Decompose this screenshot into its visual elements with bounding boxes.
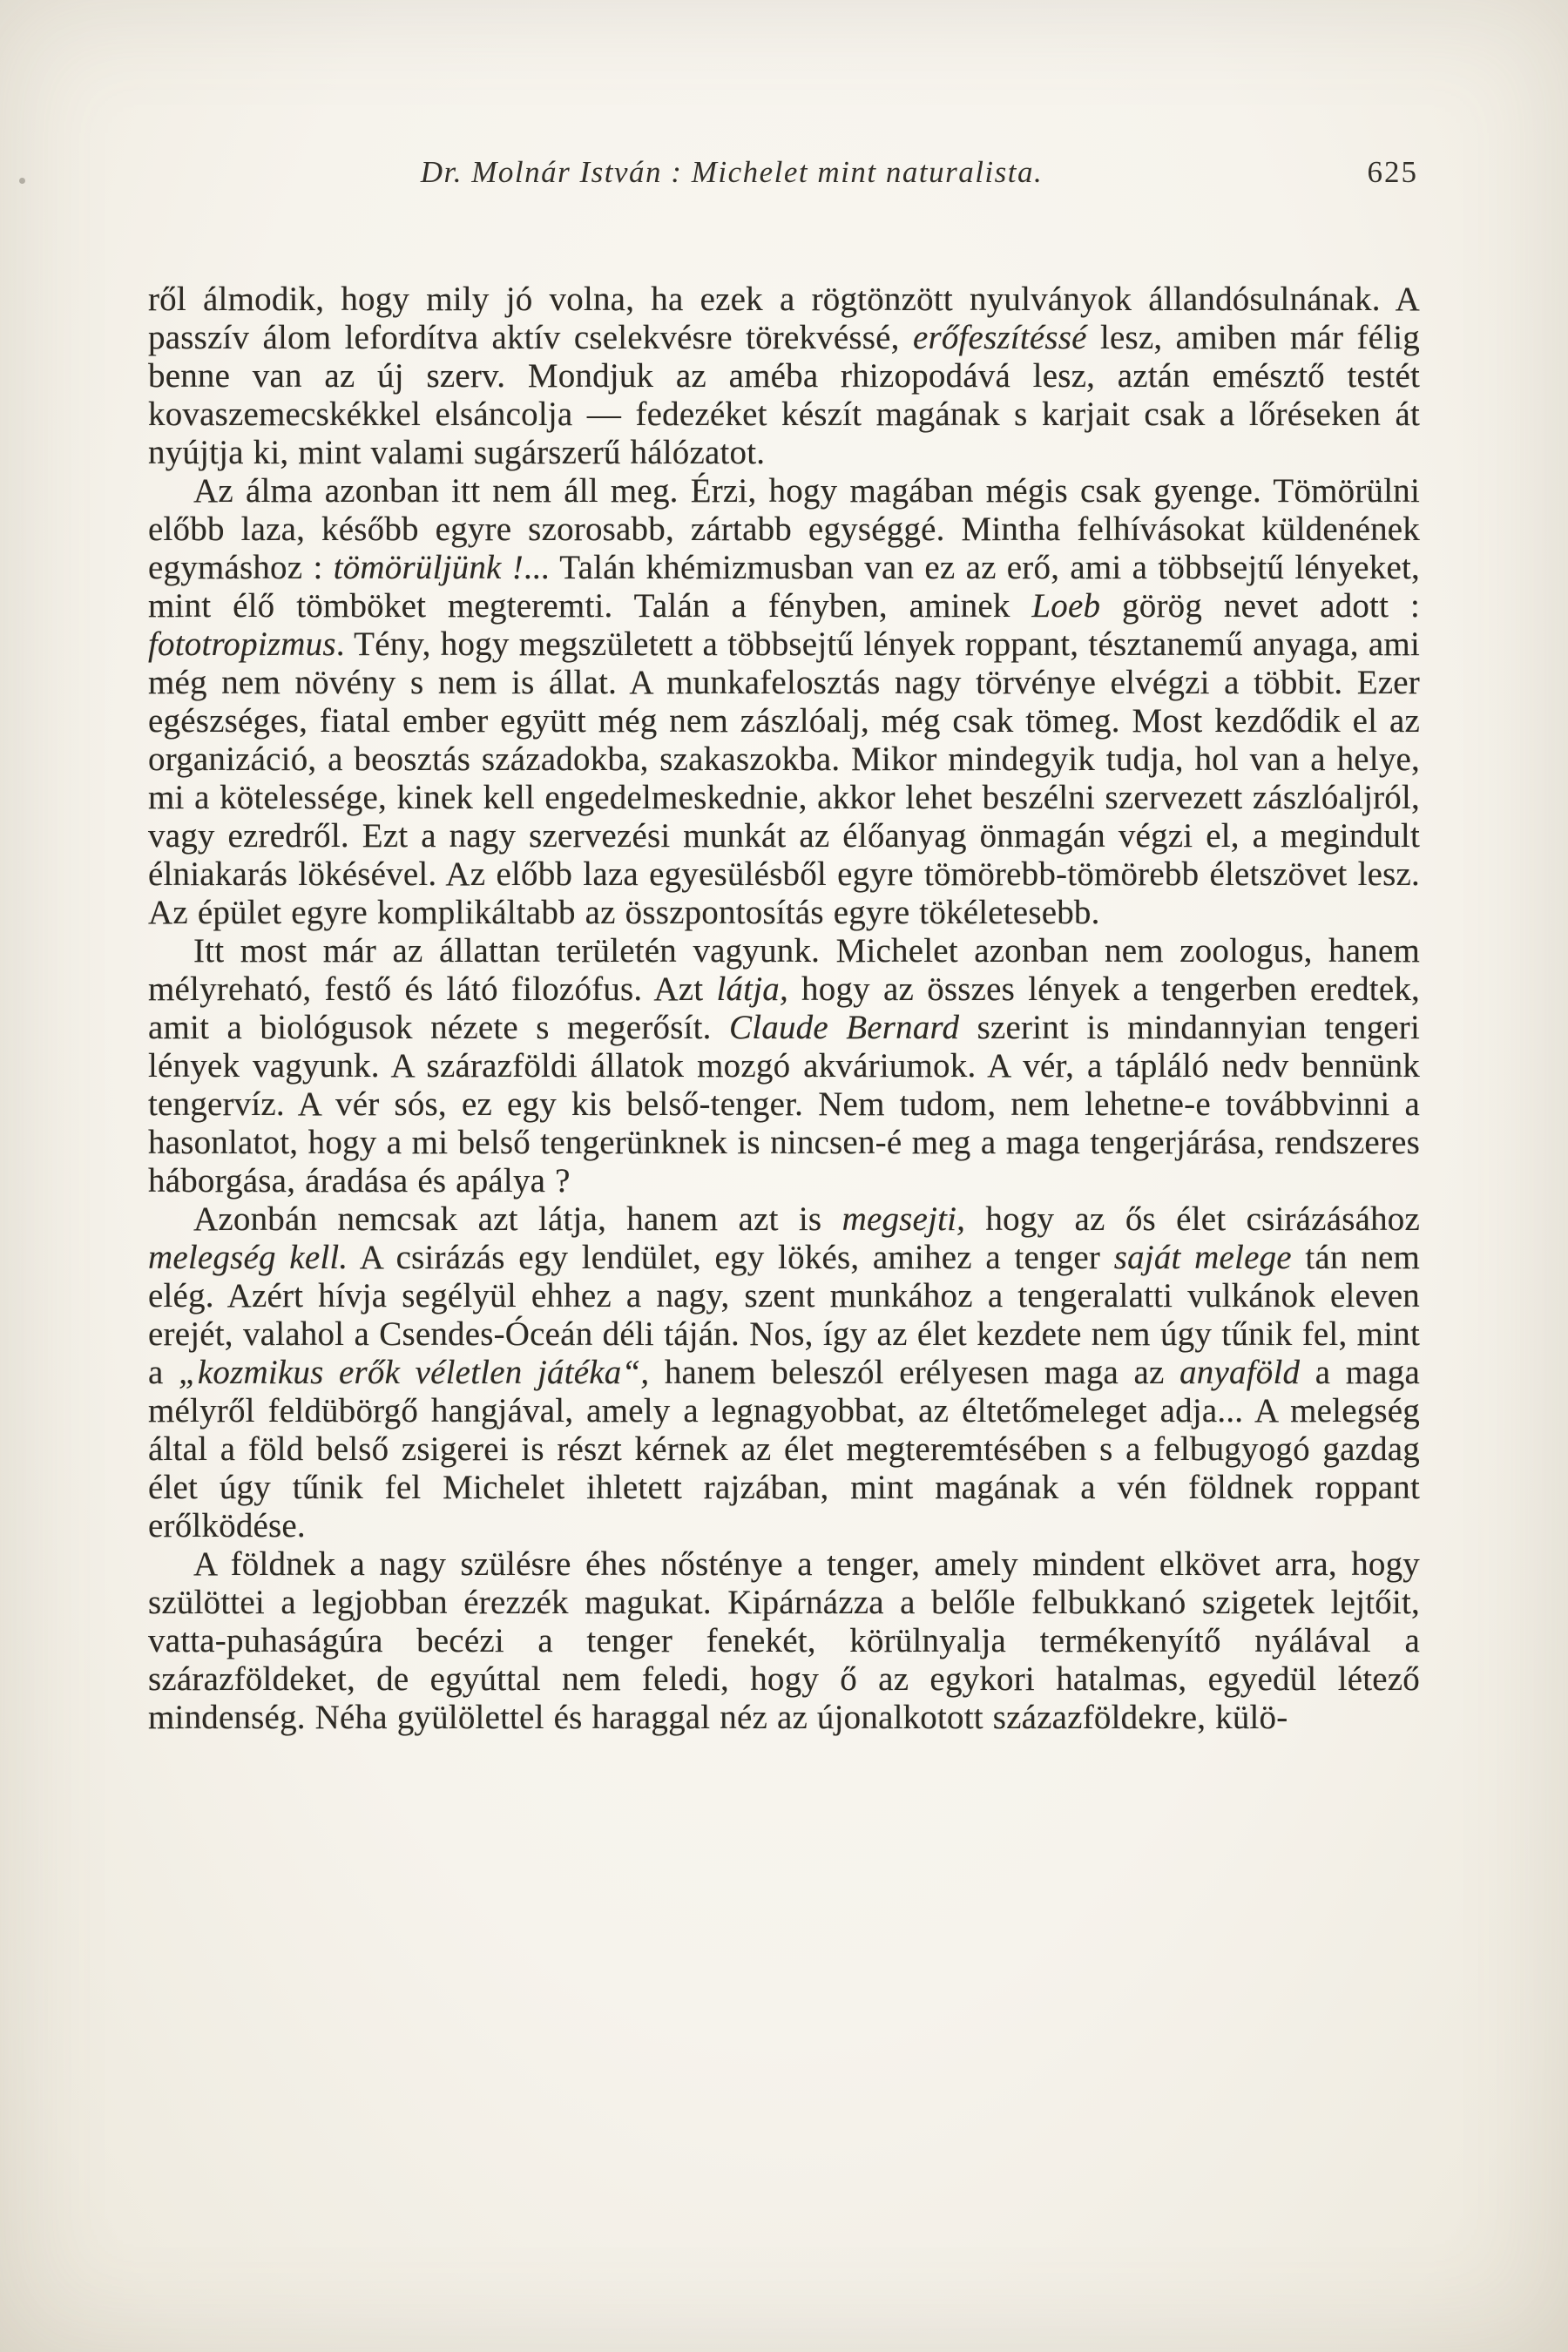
italic-run: Claude Bernard bbox=[729, 1009, 960, 1046]
italic-run: „kozmikus erők véletlen játéka“, bbox=[179, 1354, 650, 1391]
italic-run: fototropizmus bbox=[148, 625, 336, 663]
italic-run: Loeb bbox=[1031, 587, 1101, 625]
text-run: szerint is mindannyian tengeri lények vagyunk. A szárazföldi állatok mozgó akváriumok. A vér, a tápláló nedv bennünk tengervíz. A vér sós, ez egy kis belső-tenger. Nem tudom, nem lehetne-e továbbvinni a hasonlatot, hogy a mi belső tengerünknek is nincsen-é meg a maga tengerjárása, rendszeres háborgása, áradása és apálya ? bbox=[148, 1009, 1421, 1200]
text-run: lesz, amiben már félig benne van az új szerv. Mondjuk az améba rhizopodává lesz, aztán emésztő testét kovaszemecskékkel elsáncolja — fedezéket készít magának s karjait csak a lőréseken át nyújtja ki, mint valami sugárszerű hálózatot. bbox=[148, 319, 1420, 471]
text-run: hogy az összes lények a tengerben eredtek, amit a biológusok nézete s megerősít. bbox=[148, 970, 1420, 1046]
paragraph bbox=[148, 1545, 1420, 1737]
text-run: . Tény, hogy megszületett a többsejtű lények roppant, tésztanemű anyaga, ami még nem növény s nem is állat. A munkafelosztás nagy törvénye elvégzi a többit. Ezer egészséges, fiatal ember együtt még nem zászlóalj, még csak tömeg. Most kezdődik el az organizáció, a beosztás századokba, szakaszokba. Mikor mindegyik tudja, hol van a helye, mi a kötelessége, kinek kell engedelmeskednie, akkor lehet beszélni szervezett zászlóaljról, vagy ezredről. Ezt a nagy szervezési munkát az élőanyag önmagán végzi el, a megindult élniakarás lökésével. Az előbb laza egyesülésből egyre tömörebb-tömörebb életszövet lesz. Az épület egyre komplikáltabb az összpontosítás egyre tökéletesebb. bbox=[148, 625, 1420, 931]
text-run: ... Talán khémizmusban van ez az erő, ami a többsejtű lényeket, mint élő tömböket megteremti. Talán a fényben, aminek bbox=[148, 549, 1420, 625]
italic-run: megsejti, bbox=[841, 1200, 966, 1238]
page-header bbox=[148, 155, 1420, 200]
paragraph bbox=[148, 1200, 1420, 1545]
scan-speck bbox=[19, 178, 25, 184]
paragraph bbox=[148, 280, 1420, 472]
italic-run: tömörüljünk ! bbox=[333, 549, 524, 586]
running-title: Dr. Molnár István : Michelet mint naturalista. bbox=[420, 155, 1044, 189]
italic-run: anyaföld bbox=[1179, 1354, 1301, 1391]
italic-run: melegség kell. bbox=[148, 1239, 348, 1276]
text-run: a maga mélyről feldübörgő hangjával, amely a legnagyobbat, az éltetőmeleget adja... A melegség által a föld belső zsigerei is részt kérnek az élet megteremtésében s a felbugyogó gazdag élet úgy tűnik fel Michelet ihletett rajzában, mint magának a vén földnek roppant erőlködése. bbox=[148, 1354, 1420, 1544]
text-run: Az álma azonban itt nem áll meg. Érzi, hogy magában mégis csak gyenge. Tömörülni előbb laza, később egyre szorosabb, zártabb egységgé. Mintha felhívásokat küldenének egymáshoz : bbox=[148, 472, 1420, 586]
text-run: hogy az ős élet csirázásához bbox=[965, 1200, 1421, 1238]
text-run: tán nem elég. Azért hívja segélyül ehhez a nagy, szent munkához a tengeralatti vulkánok eleven erejét, valahol a Csendes-Óceán déli táján. Nos, így az élet kezdete nem úgy tűnik fel, mint a bbox=[148, 1239, 1420, 1391]
text-run: hanem beleszól erélyesen maga az bbox=[649, 1354, 1180, 1391]
text-run: A csirázás egy lendület, egy lökés, amihez a tenger bbox=[348, 1239, 1114, 1276]
page-body bbox=[148, 280, 1420, 1737]
text-run: Azonbán nemcsak azt látja, hanem azt is bbox=[193, 1200, 842, 1238]
text-run: Itt most már az állattan területén vagyunk. Michelet azonban nem zoologus, hanem mélyreható, festő és látó filozófus. Azt bbox=[148, 932, 1420, 1008]
italic-run: erőfeszítéssé bbox=[912, 319, 1087, 356]
text-run: görög nevet adott : bbox=[1100, 587, 1420, 625]
text-run: ről álmodik, hogy mily jó volna, ha ezek a rögtönzött nyulványok állandósulnának. A passzív álom lefordítva aktív cselekvésre törekvéssé, bbox=[148, 280, 1420, 356]
italic-run: saját melege bbox=[1113, 1239, 1292, 1276]
paragraph bbox=[148, 472, 1420, 932]
page-number: 625 bbox=[1367, 155, 1418, 189]
italic-run: látja, bbox=[716, 970, 788, 1008]
text-run: A földnek a nagy szülésre éhes nősténye a tenger, amely mindent elkövet arra, hogy szülöttei a legjobban érezzék magukat. Kipárnázza a belőle felbukkanó szigetek lejtőit, vatta-puhaságúra becézi a tenger fenekét, körülnyalja termékenyítő nyálával a szárazföldeket, de egyúttal nem feledi, hogy ő az egykori hatalmas, egyedül létező mindenség. Néha gyülölettel és haraggal néz az újonalkotott százazföldekre, külö- bbox=[148, 1545, 1420, 1736]
paragraph bbox=[148, 932, 1420, 1200]
